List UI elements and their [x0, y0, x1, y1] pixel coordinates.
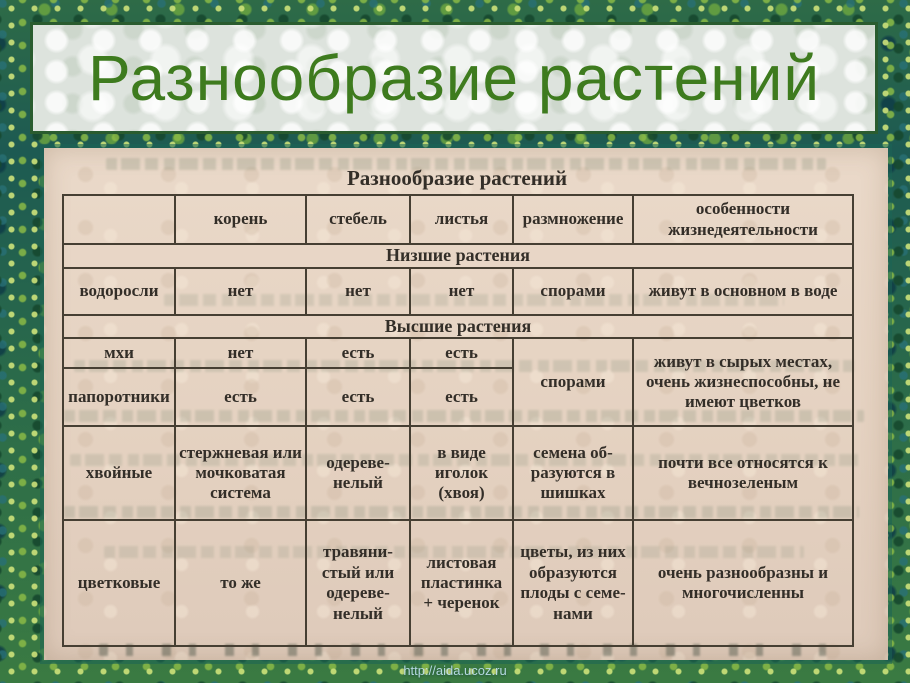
- column-header-reproduction: размножение: [513, 195, 633, 244]
- table-cell: есть: [410, 338, 513, 368]
- table-row-mosses: [63, 338, 853, 368]
- watermark-url: http://aida.ucoz.ru: [403, 663, 507, 678]
- table-cell: травянистый или одеревенелый: [306, 520, 410, 646]
- row-label: папоротники: [63, 368, 175, 426]
- section-label: Низшие растения: [63, 244, 853, 268]
- slide-title-banner: [30, 22, 878, 134]
- table-cell: спорами: [513, 268, 633, 315]
- table-row-conifers: [63, 426, 853, 520]
- table-cell: семена образуются в шишках: [513, 426, 633, 520]
- section-row-higher-plants: [63, 315, 853, 339]
- column-header-stem: стебель: [306, 195, 410, 244]
- table-cell-merged: спорами: [513, 338, 633, 426]
- table-title: Разнообразие растений: [346, 166, 568, 190]
- table-cell: стержневая или мочковатая система: [175, 426, 306, 520]
- table-cell: листовая пластинка + черенок: [410, 520, 513, 646]
- table-cell: есть: [410, 368, 513, 426]
- table-cell: есть: [306, 338, 410, 368]
- table-cell: нет: [175, 338, 306, 368]
- table-cell: в виде иголок (хвоя): [410, 426, 513, 520]
- row-label: хвойные: [63, 426, 175, 520]
- table-cell: есть: [175, 368, 306, 426]
- section-label: Высшие растения: [63, 315, 853, 339]
- table-row-flowering: [63, 520, 853, 646]
- slide-title: Разнообразие растений: [87, 42, 821, 114]
- table-cell-merged: живут в сырых местах, очень жизнеспособны, не имеют цветков: [633, 338, 853, 426]
- table-cell: нет: [306, 268, 410, 315]
- table-cell: очень разнообразны и многочисленны: [633, 520, 853, 646]
- row-label: цветковые: [63, 520, 175, 646]
- row-label: водоросли: [63, 268, 175, 315]
- table-cell: цветы, из них образуются плоды с семенами: [513, 520, 633, 646]
- table-cell: нет: [175, 268, 306, 315]
- table-row-algae: [63, 268, 853, 315]
- scanned-page: [44, 148, 888, 660]
- column-header-leaves: листья: [410, 195, 513, 244]
- table-cell: нет: [410, 268, 513, 315]
- table-cell: живут в основном в воде: [633, 268, 853, 315]
- column-header-empty: [63, 195, 175, 244]
- plants-classification-table: [62, 194, 854, 647]
- column-header-life-features: особенности жизнедеятельности: [633, 195, 853, 244]
- table-header-row: [63, 195, 853, 244]
- table-cell: есть: [306, 368, 410, 426]
- table-cell: одеревенелый: [306, 426, 410, 520]
- column-header-root: корень: [175, 195, 306, 244]
- row-label: мхи: [63, 338, 175, 368]
- table-area: [44, 148, 888, 660]
- table-cell: то же: [175, 520, 306, 646]
- section-row-lower-plants: [63, 244, 853, 268]
- table-cell: почти все относятся к вечнозеленым: [633, 426, 853, 520]
